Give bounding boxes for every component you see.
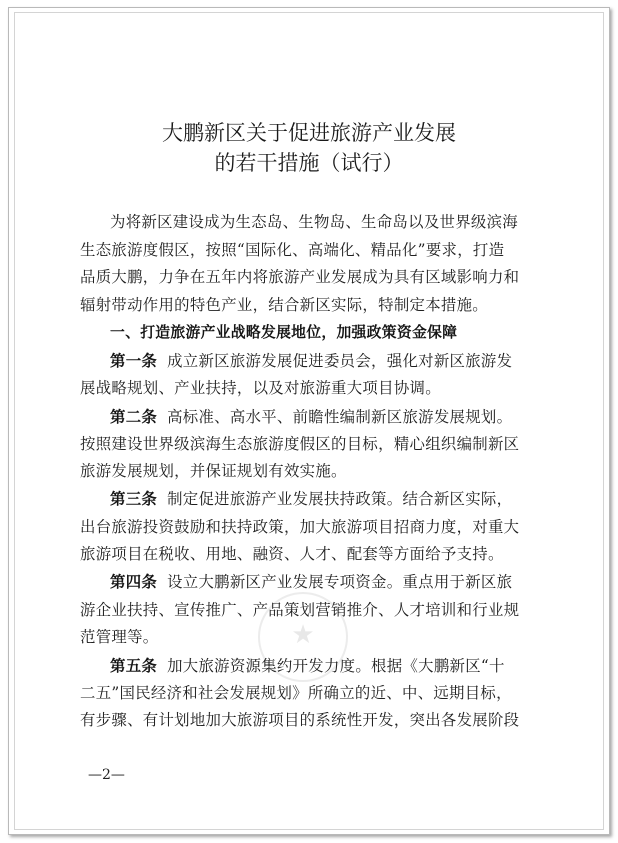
document-title-line-1: 大鹏新区关于促进旅游产业发展	[162, 121, 456, 145]
intro-line-4: 辐射带动作用的特色产业，结合新区实际，特制定本措施。	[80, 296, 488, 314]
section-1-heading: 一、打造旅游产业战略发展地位，加强政策资金保障	[110, 324, 458, 341]
intro-line-1: 为将新区建设成为生态岛、生物岛、生命岛以及世界级滨海	[110, 213, 518, 231]
article-3-line-2: 出台旅游投资鼓励和扶持政策，加大旅游项目招商力度，对重大	[80, 518, 520, 536]
article-4-line-3: 范管理等。	[80, 628, 159, 646]
article-3-label: 第三条	[110, 490, 158, 508]
intro-line-2: 生态旅游度假区，按照“国际化、高端化、精品化”要求，打造	[80, 241, 505, 259]
article-4-line-2: 游企业扶持、宣传推广、产品策划营销推介、人才培训和行业规	[80, 601, 520, 619]
article-2-line-2: 按照建设世界级滨海生态旅游度假区的目标，精心组织编制新区	[80, 435, 520, 453]
article-3-text: 制定促进旅游产业发展扶持政策。结合新区实际，	[167, 490, 513, 508]
article-2-text: 高标准、高水平、前瞻性编制新区旅游发展规划。	[167, 408, 513, 426]
article-4-text: 设立大鹏新区产业发展专项资金。重点用于新区旅	[167, 573, 513, 591]
article-3-line-3: 旅游项目在税收、用地、融资、人才、配套等方面给予支持。	[80, 545, 504, 563]
article-1-line-1	[110, 354, 540, 369]
article-3-line-1	[110, 492, 540, 507]
article-5-text: 加大旅游资源集约开发力度。根据《大鹏新区“十	[167, 657, 505, 675]
document-title-line-2: 的若干措施（试行）	[214, 151, 404, 175]
article-1-line-2: 展战略规划、产业扶持，以及对旅游重大项目协调。	[80, 379, 441, 397]
intro-line-3: 品质大鹏，力争在五年内将旅游产业发展成为具有区域影响力和	[80, 268, 520, 286]
article-4-line-1	[110, 575, 540, 590]
article-1-text: 成立新区旅游发展促进委员会，强化对新区旅游发	[167, 352, 513, 370]
seal-star-icon: ★	[291, 620, 315, 650]
article-5-line-3: 有步骤、有计划地加大旅游项目的系统性开发，突出各发展阶段	[80, 711, 520, 729]
article-5-line-1	[110, 659, 540, 674]
article-4-label: 第四条	[110, 573, 158, 591]
article-1-label: 第一条	[110, 352, 158, 370]
article-2-line-3: 旅游发展规划，并保证规划有效实施。	[80, 462, 347, 480]
article-5-line-2: 二五”国民经济和社会发展规划》所确立的近、中、远期目标，	[80, 684, 512, 702]
article-2-label: 第二条	[110, 408, 158, 426]
article-5-label: 第五条	[110, 657, 158, 675]
article-2-line-1	[110, 410, 540, 425]
page-number: —2—	[88, 767, 125, 783]
